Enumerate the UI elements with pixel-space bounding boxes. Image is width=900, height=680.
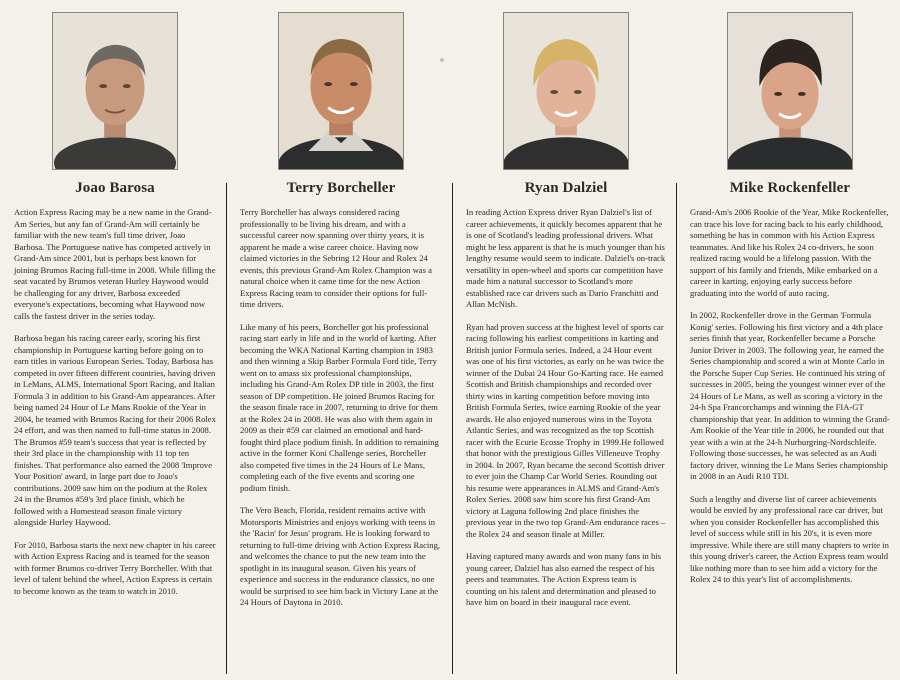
- portrait-photo-icon: [504, 13, 628, 169]
- driver-column-dalziel: [452, 0, 676, 680]
- bio-paragraph: Terry Borcheller has always considered racing professionally to be living his dream, and with a successful career now spanning over thirty years, it is apparent he made a wise career choice. Having now claimed victories in the Sebring 12 Hour and Rolex 24 events, this previous Grand-Am Rolex Champion was a natural choice when it came time for the new Action Express Racing team to consider their options for full-time drivers.: [240, 207, 432, 309]
- portrait-photo-icon: [728, 13, 852, 169]
- driver-column-borcheller: [226, 0, 452, 680]
- driver-name: Terry Borcheller: [286, 180, 396, 196]
- bio-paragraph: In 2002, Rockenfeller drove in the German 'Formula Konig' series. Following his first victory and a 4th place series finish that year, Rockenfeller became a Porsche Junior Driver in 2003. The following year, he earned the Series championship and scored a win at Monte Carlo in the Porsche Super Cup Series. He continued his string of successes in 2005, being the youngest winner ever of the 24 Hours of Le Mans, as well as scoring a victory in the 24-h Spa Francorchamps and winning the FIA-GT championship that year. In addition to winning the Grand-Am Rookie of the Year title in 2006, he rounded out that year with a win at the 24-h Nurburgring-Nordschleife. Following those successes, he was selected as an Audi factory driver, winning the Le Mans Series championship in 2008 in an Audi R10 TDI.: [690, 310, 890, 481]
- bio-paragraph: Action Express Racing may be a new name in the Grand-Am Series, but any fan of Grand-Am will certainly be familiar with the new team's full time driver, Joao Barbosa. The Portuguese native has competed actively in Grand-Am since 2001, but is perhaps best known for joining Brumos Racing full-time in 2008. While filling the seat vacated by Brumos veteran Hurley Haywood would be challenging for any driver, Barbosa exceeded everyone's expectations, becoming what Haywood now calls the fastest driver in the series today.: [14, 207, 216, 321]
- driver-portrait: [503, 12, 629, 170]
- driver-name: Ryan Dalziel: [524, 180, 608, 196]
- bio-paragraph: The Vero Beach, Florida, resident remains active with Motorsports Ministries and enjoys working with teens in the 'Racin' for Jesus' program. He is looking forward to returning to full-time driving with Action Express Racing, and welcomes the chance to put the new team into the spotlight in its inaugural season. Given his years of experience and success in the endurance classics, no one would be surprised to see him back in Victory Lane at the 24 Hours of Daytona in 2010.: [240, 505, 441, 607]
- driver-column-barosa: [0, 0, 226, 680]
- portrait-photo-icon: [279, 13, 403, 169]
- bio-paragraph: Grand-Am's 2006 Rookie of the Year, Mike Rockenfeller, can trace his love for racing back to his early childhood, something he has in common with his Action Express teammates. And like his Rolex 24 co-drivers, he soon realized racing would be a lifelong passion. With the support of his family and friends, Mike embarked on a career in karting, enjoying early success before graduating into the world of auto racing.: [690, 207, 889, 298]
- portrait-photo-icon: [53, 13, 177, 169]
- bio-paragraph: Such a lengthy and diverse list of career achievements would be envied by any professional race car driver, but when you consider Rockenfeller has accomplished this level of success while still in his 20's, it is even more impressive. While there are still many chapters to write in this young driver's career, the Action Express team would like nothing more than to see him add a victory for the Rolex 24 to this year's list of accomplishments.: [690, 493, 889, 584]
- driver-column-rockenfeller: [676, 0, 900, 680]
- driver-portrait: [52, 12, 178, 170]
- driver-portrait: [278, 12, 404, 170]
- print-speck: [440, 58, 444, 62]
- bio-paragraph: For 2010, Barbosa starts the next new chapter in his career with Action Express Racing and is teamed for the season with former Brumos co-driver Terry Borcheller. With that level of talent behind the wheel, Action Express is certain to become known as the team to watch in 2010.: [14, 539, 216, 596]
- bio-paragraph: In reading Action Express driver Ryan Dalziel's list of career achievements, it quickly becomes apparent that he is one of Scotland's leading professional drivers. What might be less apparent is that he is much younger than his lengthy resume would seem to indicate. Dalziel's on-track versatility in open-wheel and sports car competition have made him a natural successor to Scotland's more established race car drivers such as Dario Franchitti and Allan McNish.: [466, 207, 666, 309]
- driver-name: Joao Barosa: [75, 180, 155, 196]
- bio-paragraph: Ryan had proven success at the highest level of sports car racing following his earliest competitions in karting and British junior Formula series. Indeed, a 24 Hour event was one of his first victories, as early on he was twice the winner of the Dubai 24 Hour Go-Karting race. He earned Scottish and British championships and recorded over thirty wins in karting competition before moving into British Formula Series, twice earning Rookie of the year awards. He also enjoyed numerous wins in the Toyota Atlantic Series, and was recognized as the top Scottish racer with the Ecurie Ecosse Trophy in 1999.He followed that honor with the prestigious Gilles Villeneuve Trophy in 2004. In 2007, Ryan became the second Scottish driver to ever join the Champ Car World Series. Rounding out his resume were appearances in ALMS and Grand-Am's Rolex Series. 2008 saw him score his first Grand-Am victory at Laguna following 2nd place finishes the previous year in the two top Grand-Am endurance races – the Rolex 24 and season finale at Miller.: [466, 321, 666, 539]
- bio-paragraph: Having captured many awards and won many fans in his young career, Dalziel has also earned the respect of his peers and teammates. The Action Express team is counting on his talent and determination and pleased to have him on board in their inaugural race event.: [466, 551, 661, 607]
- driver-portrait: [727, 12, 853, 170]
- driver-name: Mike Rockenfeller: [729, 180, 851, 196]
- bio-paragraph: Like many of his peers, Borcheller got his professional racing start early in life and in the world of karting. After becoming the WKA National Karting champion in 1983 and then winning a Skip Barber Formula Ford title, Terry went on to amass six professional championships, including his Grand-Am Rolex DP title in 2003, the first season of DP competition. He joined Brumos Racing for the season finale race in 2007, returning to drive for them at the Rolex 24 in 2008. He was also with them again in 2009 as their #59 car claimed an emotional and hard- fought third place podium finish. In addition to remaining active in the former Koni Challenge series, Borcheller also competed five times in the 24 Hours of Le Mans, completing each of the five events and scoring one podium finish.: [240, 321, 439, 493]
- bio-paragraph: Barbosa began his racing career early, scoring his first championship in Portuguese karting before going on to earn titles in various European Series. Today, Barbosa has competed in over fifteen different countries, having driven in LeMans, ALMS, International Sport Racing, and Italian Formula 3 in addition to his Grand-Am appearances. After being named 24 Hour of Le Mans Rookie of the Year in 2004, he teamed with Brumos Racing for their 2006 Rolex 24 effort, and was then named to full-time status in 2008. The Brumos #59 team's success that year is reflected by their 3rd place in the championship with 11 top ten finishes. That performance also earned the 2008 'Improve Your Position' award, in large part due to Joao's contributions. 2009 saw him on the podium at the Rolex 24 in the Brumos #59's 3rd place finish, which he followed with a Homestead season finale victory alongside Hurley Haywood.: [14, 333, 216, 527]
